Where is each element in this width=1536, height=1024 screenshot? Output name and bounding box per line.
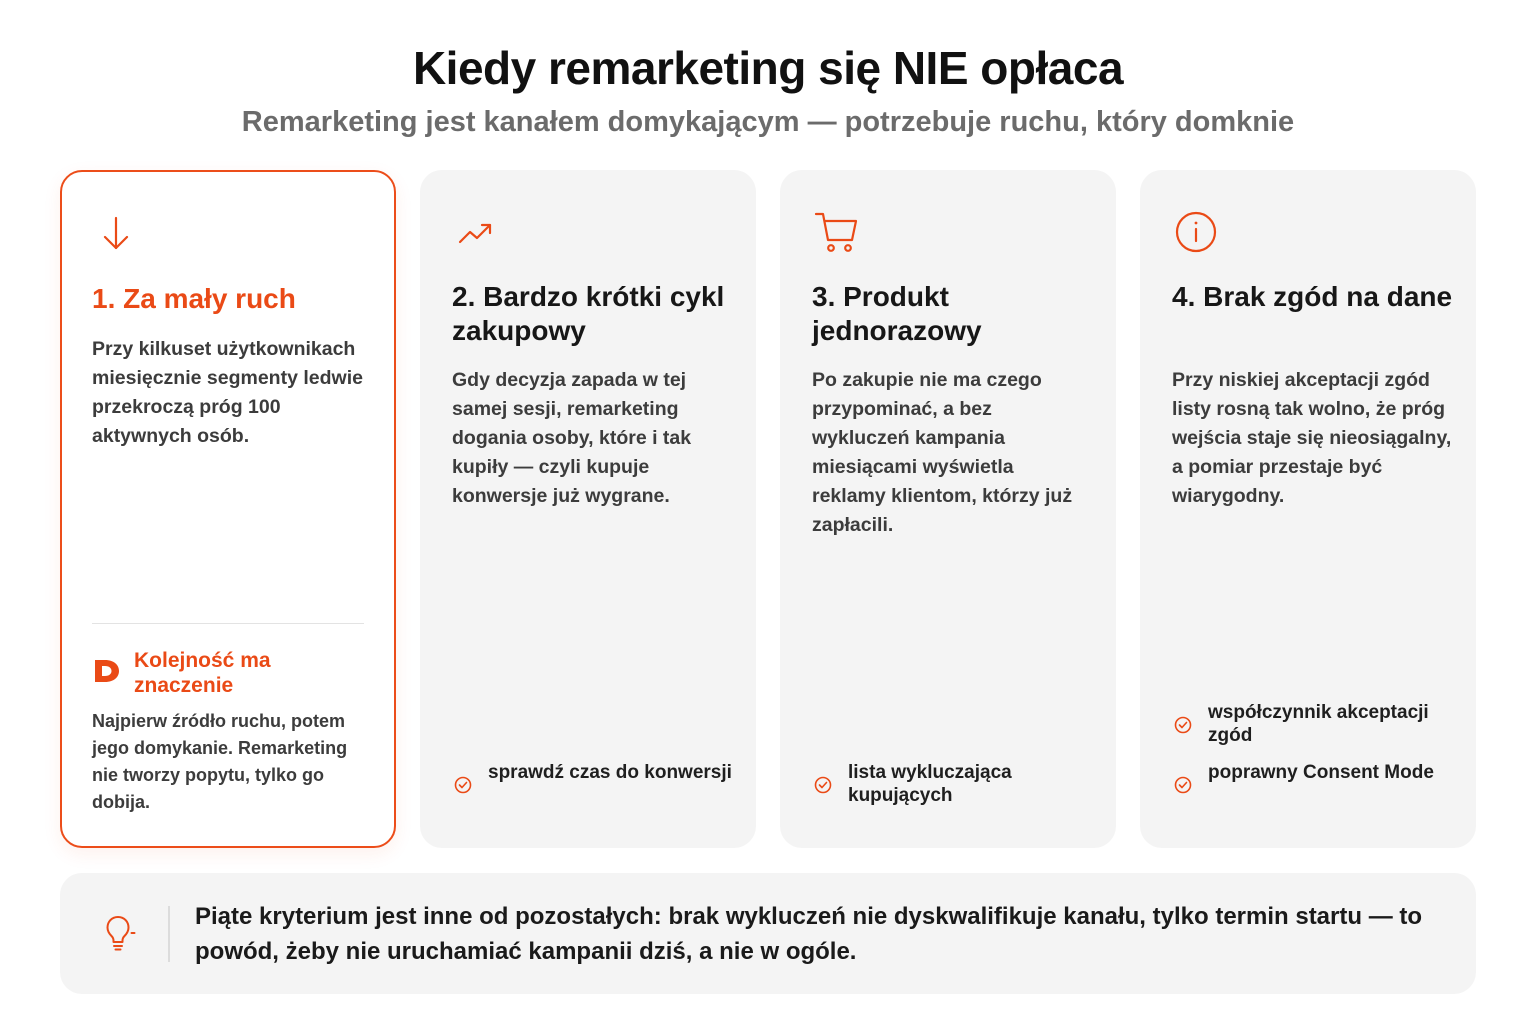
note-text: Najpierw źródło ruchu, potem jego domykanie. Remarketing nie tworzy popytu, tylko go dobija.	[92, 711, 348, 812]
page-subtitle: Remarketing jest kanałem domykającym — potrzebuje ruchu, który domknie	[241, 106, 1295, 138]
card-title: 1. Za mały ruch	[92, 283, 296, 314]
check-label: sprawdź czas do konwersji	[488, 762, 732, 783]
trending-up-icon	[452, 208, 500, 256]
order-d-icon	[92, 656, 122, 686]
info-icon	[1172, 208, 1220, 256]
card-title: 3. Produkt jednorazowy	[812, 281, 982, 346]
arrow-down-icon	[92, 210, 140, 258]
note-title: Kolejność ma znaczenie	[134, 649, 271, 697]
card-description: Po zakupie nie ma czego przypominać, a bez wykluczeń kampania miesiącami wyświetla reklamy klientom, którzy już zapłacili.	[812, 369, 1073, 536]
header	[0, 40, 1536, 140]
divider	[168, 906, 170, 962]
card-no-data-consent	[1140, 170, 1476, 848]
card-short-purchase-cycle	[420, 170, 756, 848]
page-title: Kiedy remarketing się NIE opłaca	[412, 42, 1124, 94]
bottom-callout	[60, 873, 1476, 994]
check-circle-icon	[1172, 714, 1194, 736]
divider	[92, 623, 364, 624]
lightbulb-icon	[98, 913, 138, 953]
check-label: lista wykluczająca kupujących	[848, 762, 1012, 806]
check-label: współczynnik akceptacji zgód	[1208, 702, 1429, 746]
check-circle-icon	[452, 774, 474, 796]
callout-text: Piąte kryterium jest inne od pozostałych: brak wykluczeń nie dyskwalifikuje kanału, tylko termin startu — to powód, żeby nie uruchamiać kampanii dziś, a nie w ogóle.	[195, 903, 1423, 965]
check-circle-icon	[812, 774, 834, 796]
card-too-little-traffic	[60, 170, 396, 848]
check-circle-icon	[1172, 774, 1194, 796]
check-label: poprawny Consent Mode	[1208, 762, 1434, 783]
card-description: Gdy decyzja zapada w tej samej sesji, remarketing dogania osoby, które i tak kupiły — czyli kupuje konwersje już wygrane.	[452, 369, 692, 507]
shopping-cart-icon	[812, 208, 860, 256]
card-title: 2. Bardzo krótki cykl zakupowy	[452, 281, 725, 346]
card-description: Przy niskiej akceptacji zgód listy rosną tak wolno, że próg wejścia staje się nieosiągalny, a pomiar przestaje być wiarygodny.	[1172, 369, 1452, 507]
card-title: 4. Brak zgód na dane	[1172, 281, 1453, 312]
card-description: Przy kilkuset użytkownikach miesięcznie segmenty ledwie przekroczą próg 100 aktywnych osób.	[92, 338, 363, 447]
card-one-time-product	[780, 170, 1116, 848]
